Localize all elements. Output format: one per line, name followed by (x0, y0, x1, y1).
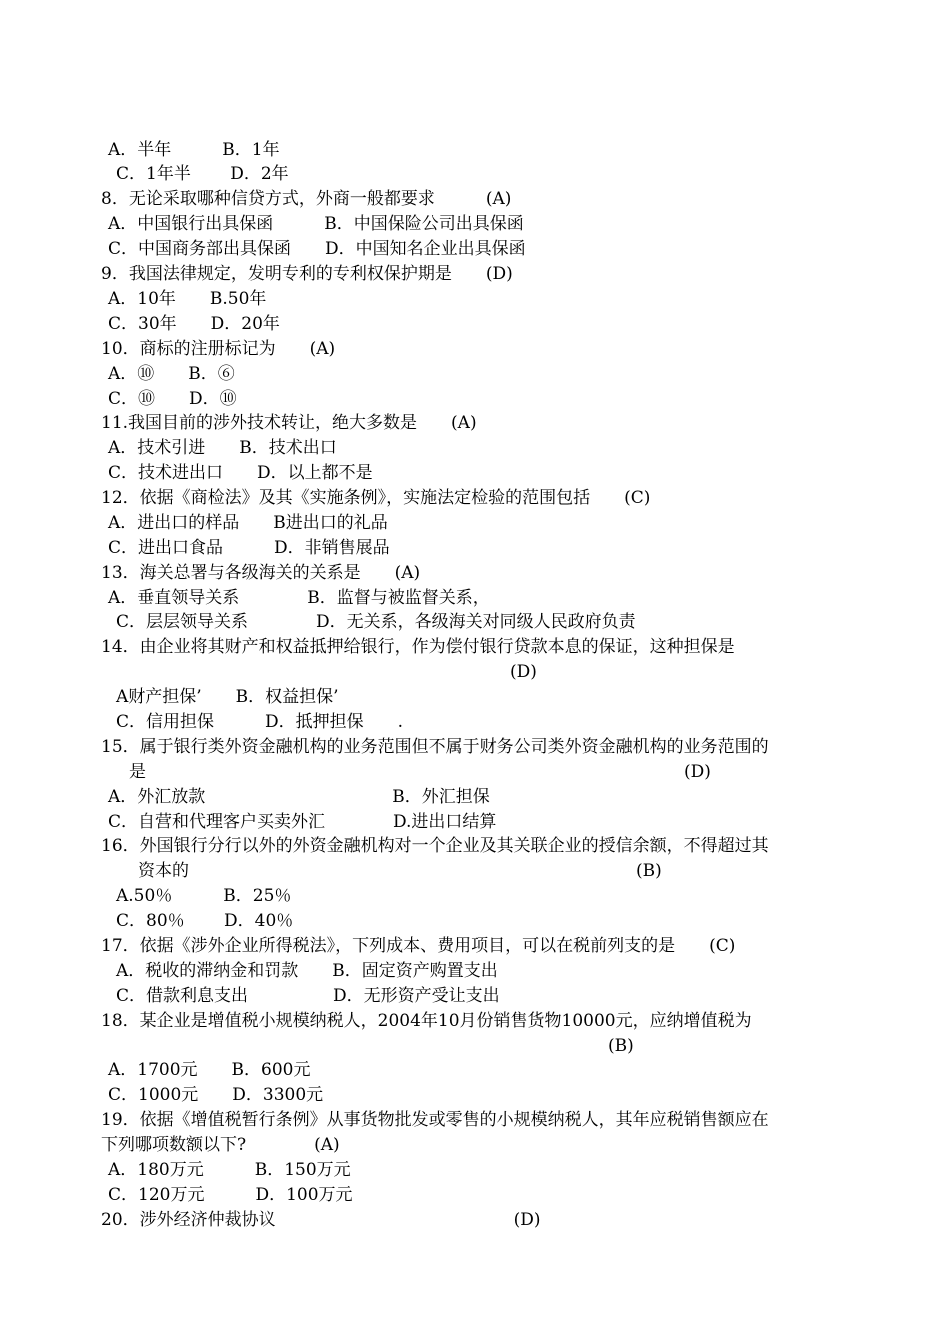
q18-question: 18．某企业是增值税小规模纳税人，2004年10月份销售货物10000元，应纳增值税为 (101, 1011, 752, 1031)
q17-question: 17．依据《涉外企业所得税法》，下列成本、费用项目，可以在税前列支的是 (C) (101, 936, 736, 956)
q15-question-cont: 是 (129, 762, 146, 782)
q16-question-cont: 资本的 (138, 861, 189, 881)
q20-question: 20．涉外经济仲裁协议 (D) (101, 1210, 541, 1230)
q8-options-cd: C．中国商务部出具保函 D．中国知名企业出具保函 (108, 239, 526, 259)
q15-options-cd: C．自营和代理客户买卖外汇 D.进出口结算 (108, 812, 497, 832)
q13-question: 13．海关总署与各级海关的关系是 (A) (101, 563, 421, 583)
q8-options-ab: A．中国银行出具保函 B．中国保险公司出具保函 (108, 214, 524, 234)
q19-options-ab: A．180万元 B．150万元 (108, 1160, 351, 1180)
q12-options-cd: C．进出口食品 D．非销售展品 (108, 538, 390, 558)
q10-question: 10．商标的注册标记为 (A) (101, 339, 336, 359)
q9-question: 9．我国法律规定，发明专利的专利权保护期是 (D) (101, 264, 513, 284)
q13-options-ab: A．垂直领导关系 B．监督与被监督关系， (108, 588, 490, 608)
q19-options-cd: C．120万元 D．100万元 (108, 1185, 353, 1205)
q9-options-ab: A．10年 B.50年 (108, 289, 267, 309)
q14-question: 14．由企业将其财产和权益抵押给银行，作为偿付银行贷款本息的保证，这种担保是 (101, 637, 735, 657)
q16-question: 16．外国银行分行以外的外资金融机构对一个企业及其关联企业的授信余额，不得超过其 (101, 836, 769, 856)
q18-options-ab: A．1700元 B．600元 (108, 1060, 311, 1080)
q14-answer: (D) (510, 662, 537, 682)
q11-options-cd: C．技术进出口 D．以上都不是 (108, 463, 373, 483)
q16-answer: (B) (636, 861, 662, 881)
q15-question: 15．属于银行类外资金融机构的业务范围但不属于财务公司类外资金融机构的业务范围的 (101, 737, 769, 757)
q17-options-ab: A．税收的滞纳金和罚款 B．固定资产购置支出 (116, 961, 498, 981)
q13-options-cd: C．层层领导关系 D．无关系，各级海关对同级人民政府负责 (116, 612, 636, 632)
q12-question: 12．依据《商检法》及其《实施条例》，实施法定检验的范围包括 (C) (101, 488, 651, 508)
q9-options-cd: C．30年 D．20年 (108, 314, 280, 334)
q16-options-cd: C．80％ D．40％ (116, 911, 294, 931)
q11-options-ab: A．技术引进 B．技术出口 (108, 438, 337, 458)
q10-options-cd: C．⑩ D．⑩ (108, 389, 237, 409)
q10-options-ab: A．⑩ B．⑥ (108, 364, 235, 384)
q8-question: 8．无论采取哪种信贷方式，外商一般都要求 (A) (101, 189, 512, 209)
q16-options-ab: A.50％ B．25％ (116, 886, 292, 906)
q15-options-ab: A．外汇放款 B．外汇担保 (108, 787, 490, 807)
q15-answer: (D) (684, 762, 711, 782)
q19-question: 19．依据《增值税暂行条例》从事货物批发或零售的小规模纳税人，其年应税销售额应在 (101, 1110, 769, 1130)
q14-options-ab: A财产担保’ B．权益担保’ (116, 687, 339, 707)
q12-options-ab: A．进出口的样品 B进出口的礼品 (108, 513, 388, 533)
q7-options-cd: C．1年半 D．2年 (116, 164, 289, 184)
q17-options-cd: C．借款利息支出 D．无形资产受让支出 (116, 986, 500, 1006)
q18-options-cd: C．1000元 D．3300元 (108, 1085, 324, 1105)
q7-options-ab: A．半年 B．1年 (108, 140, 280, 160)
q11-question: 11.我国目前的涉外技术转让，绝大多数是 (A) (101, 413, 477, 433)
q18-answer: (B) (608, 1036, 634, 1056)
q19-question-cont: 下列哪项数额以下? (A) (101, 1135, 340, 1155)
q14-options-cd: C．信用担保 D．抵押担保 . (116, 712, 404, 732)
